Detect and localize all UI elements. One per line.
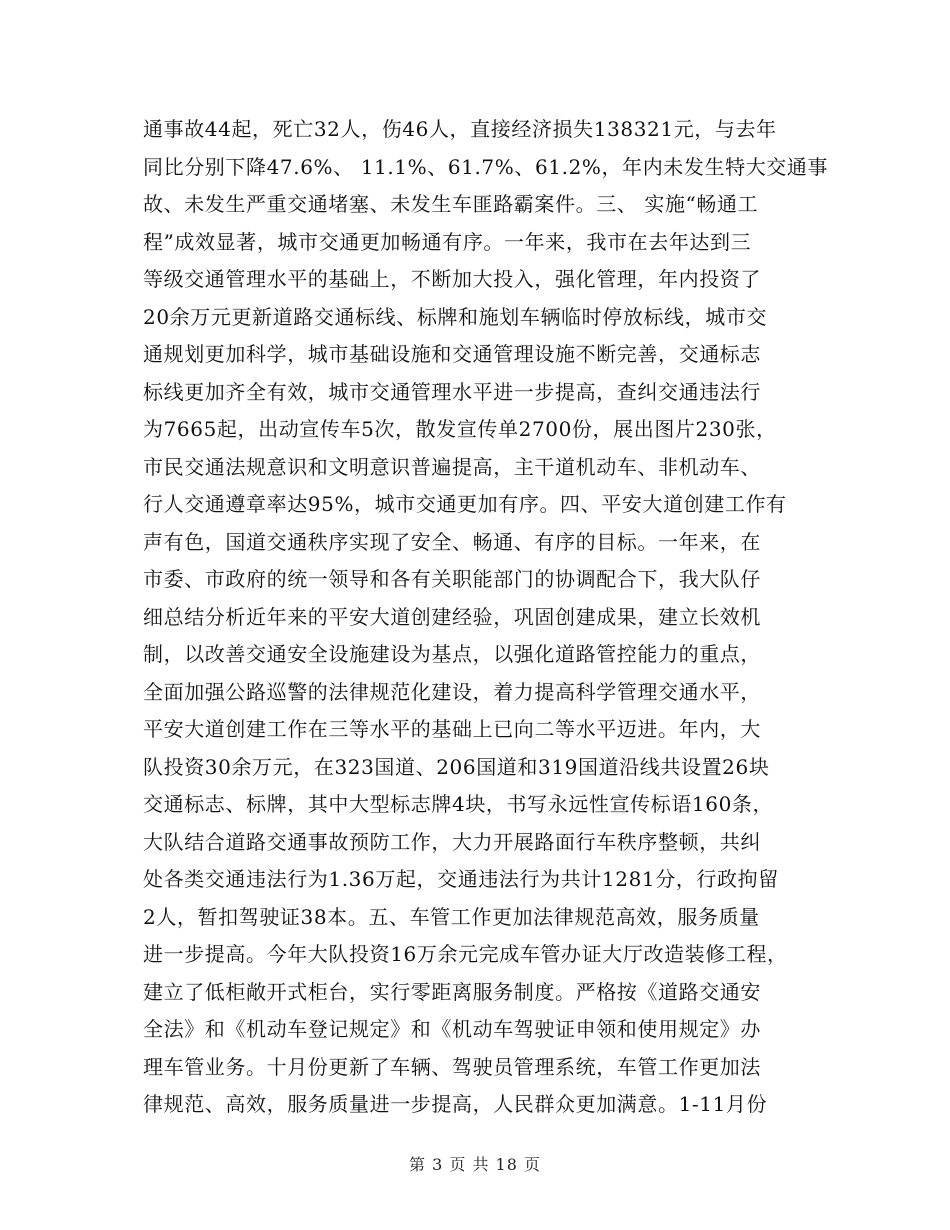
text-line: 20余万元更新道路交通标线、标牌和施划车辆临时停放标线，城市交 (143, 304, 768, 329)
text-line: 程”成效显著，城市交通更加畅通有序。一年来，我市在去年达到三 (143, 229, 752, 254)
text-line: 市民交通法规意识和文明意识普遍提高，主干道机动车、非机动车、 (143, 454, 761, 479)
text-line: 全法》和《机动车登记规定》和《机动车驾驶证申领和使用规定》办 (143, 1017, 761, 1041)
text-line: 处各类交通违法行为1.36万起，交通违法行为共计1281分，行政拘留 (143, 867, 779, 891)
body-text (143, 111, 829, 1124)
text-line: 等级交通管理水平的基础上，不断加大投入，强化管理，年内投资了 (143, 267, 761, 291)
text-line: 故、未发生严重交通堵塞、未发生车匪路霸案件。三、 实施“畅通工 (143, 192, 759, 216)
text-line: 建立了低柜敞开式柜台，实行零距离服务制度。严格按《道路交通安 (143, 979, 761, 1004)
text-line: 2人，暂扣驾驶证38本。五、车管工作更加法律规范高效，服务质量 (143, 904, 760, 929)
text-line: 市委、市政府的统一领导和各有关职能部门的协调配合下，我大队仔 (143, 567, 761, 591)
text-line: 标线更加齐全有效，城市交通管理水平进一步提高，查纠交通违法行 (143, 379, 761, 404)
text-line: 平安大道创建工作在三等水平的基础上已向二等水平迈进。年内，大 (143, 717, 761, 741)
text-line: 律规范、高效，服务质量进一步提高，人民群众更加满意。1-11月份 (143, 1092, 768, 1116)
text-line: 通事故44起，死亡32人，伤46人，直接经济损失138321元，与去年 (143, 117, 777, 141)
text-line: 理车管业务。十月份更新了车辆、驾驶员管理系统，车管工作更加法 (143, 1054, 761, 1079)
text-line: 进一步提高。今年大队投资16万余元完成车管办证大厅改造装修工程， (143, 942, 788, 966)
text-line: 同比分别下降47.6%、 11.1%、61.7%、61.2%，年内未发生特大交通事 (143, 154, 829, 179)
text-line: 全面加强公路巡警的法律规范化建设，着力提高科学管理交通水平， (143, 679, 761, 704)
page-number: 第 3 页 共 18 页 (409, 1155, 541, 1174)
text-line: 大队结合道路交通事故预防工作，大力开展路面行车秩序整顿，共纠 (143, 829, 761, 854)
text-line: 为7665起，出动宣传车5次，散发宣传单2700份，展出图片230张， (143, 417, 777, 441)
text-line: 制，以改善交通安全设施建设为基点，以强化道路管控能力的重点， (143, 642, 761, 666)
text-line: 声有色，国道交通秩序实现了安全、畅通、有序的目标。一年来，在 (143, 529, 761, 554)
text-line: 通规划更加科学，城市基础设施和交通管理设施不断完善，交通标志 (143, 342, 761, 366)
text-line: 队投资30余万元，在323国道、206国道和319国道沿线共设置26块 (143, 754, 770, 779)
text-line: 细总结分析近年来的平安大道创建经验，巩固创建成果，建立长效机 (143, 604, 761, 629)
text-line: 交通标志、标牌，其中大型标志牌4块，书写永远性宣传标语160条， (143, 792, 774, 816)
text-line: 行人交通遵章率达95%，城市交通更加有序。四、平安大道创建工作有 (143, 492, 787, 516)
